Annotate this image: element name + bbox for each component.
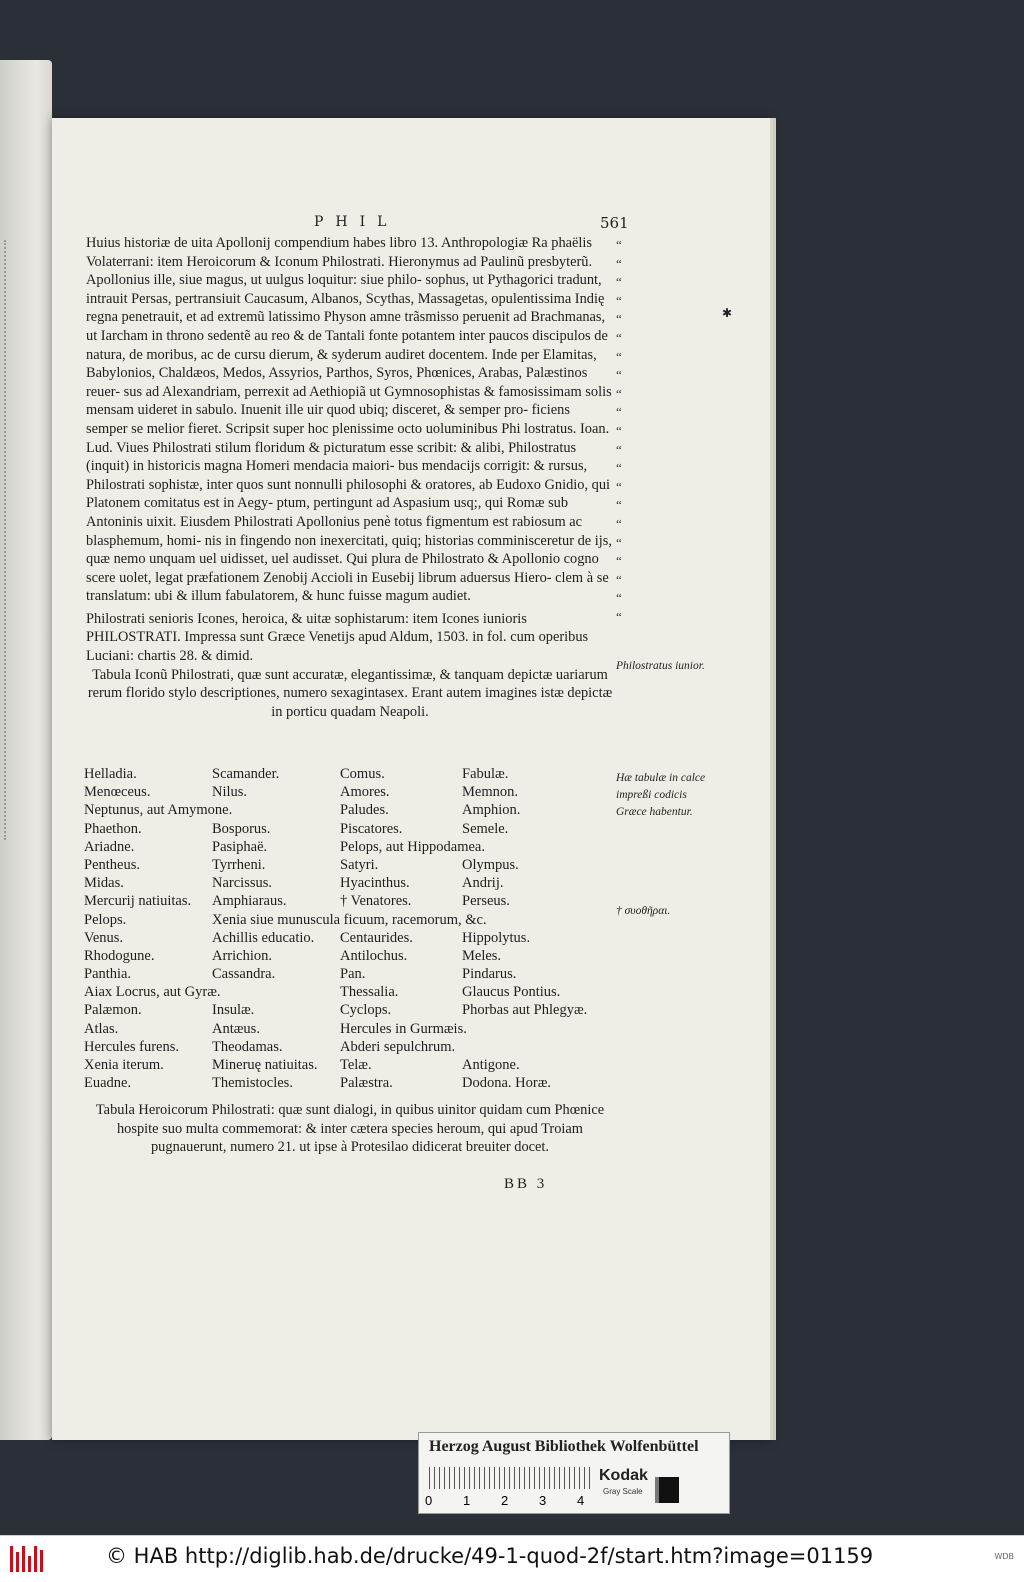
quote-mark: “: [616, 274, 622, 290]
quote-mark: “: [616, 515, 622, 531]
running-head: PHIL: [314, 214, 399, 230]
paragraph-editions: Philostrati senioris Icones, heroica, & uitæ sophistarum: item Icones iunioris PHILOSTRATI. Impressa sunt Græce Venetijs apud Aldum, 1503. in fol. cum operibus Luciani: chartis 28. & dimid.: [86, 610, 589, 665]
name-cell: Centaurides.: [340, 929, 413, 946]
quote-mark: “: [616, 367, 622, 383]
quote-mark: “: [616, 478, 622, 494]
facing-page-edge: [0, 60, 52, 1440]
quote-mark: “: [616, 329, 622, 345]
name-cell: Meles.: [462, 947, 502, 964]
name-cell: Amores.: [340, 784, 390, 801]
ruler-tick: 1: [463, 1493, 471, 1508]
gray-scale-label: Gray Scale: [603, 1487, 643, 1496]
name-cell: Perseus.: [462, 893, 510, 910]
gray-chip: [655, 1477, 679, 1503]
name-cell: Achillis educatio.: [212, 929, 315, 946]
name-cell: Xenia siue munuscula ficuum, racemorum, &c.: [212, 911, 487, 928]
name-cell: Abderi sepulchrum.: [340, 1038, 456, 1055]
name-row: [84, 1075, 612, 1093]
name-cell: Satyri.: [340, 856, 379, 873]
quote-mark: “: [616, 404, 622, 420]
name-cell: Arrichion.: [212, 947, 272, 964]
name-cell: Mercurij natiuitas.: [84, 893, 192, 910]
name-row: [84, 966, 612, 984]
name-cell: Venus.: [84, 929, 124, 946]
quote-mark: “: [616, 571, 622, 587]
ruler-tick: 3: [539, 1493, 547, 1508]
name-cell: Mineruę natiuitas.: [212, 1057, 318, 1073]
name-cell: Hercules furens.: [84, 1038, 180, 1055]
facing-page-margin-marks: [4, 240, 36, 840]
side-note-greek: † συοθῆραι.: [616, 905, 671, 917]
name-cell: Phorbas aut Phlegyæ.: [462, 1002, 588, 1019]
name-row: [84, 912, 612, 930]
footer-mark: WDB: [994, 1552, 1014, 1561]
name-cell: Thessalia.: [340, 984, 399, 1001]
tabula-heroicorum: Tabula Heroicorum Philostrati: quæ sunt dialogi, in quibus uinitor quidam cum Phœnice hospite suo multa commemorat: & inter cætera species heroum, qui apud Troiam pugnauerunt, numero 21. ut ipse à Protesilao didicerat breuiter docet.: [95, 1102, 605, 1156]
name-cell: Rhodogune.: [84, 947, 155, 964]
ruler-tick: 2: [501, 1493, 509, 1508]
name-cell: Piscatores.: [340, 820, 403, 837]
paragraph-apollonius: Huius historiæ de uita Apollonij compendium habes libro 13. Anthropologiæ Ra phaëlis Volaterrani: item Heroicorum & Iconum Philostrati. Hieronymus ad Paulinũ presbyterũ. Apollonius ille, siue magus, ut uulgus loquitur: siue philo- sophus, ut Pythagorici tradunt, intrauit Persas, pertransiuit Caucasum, Albanos, Scythas, Massagetas, opulentissima Indię regna penetrauit, et ad extremũ latissimo Physon amne trãsmisso peruenit ad Brachmanas, ut Iarcham in throno sedentẽ au reo & de Tantali fonte potantem inter paucos discipulos de natura, de moribus, ac de cursu dierum, & syderum audiret docentem. Inde per Elamitas, Babylonios, Chaldæos, Medos, Assyrios, Parthos, Syros, Phœnices, Arabas, Palæstinos reuer- sus ad Alexandriam, perrexit ad Aethiopiã ut Gymnosophistas & famosissimam solis mensam uideret in sabulo. Inuenit ille uir quod ubiq; disceret, & semper pro- ficiens semper se melior fieret. Scripsit super hoc plenissime octo uoluminibus Phi lostratus. Ioan. Lud. Viues Philostrati stilum floridum & picturatum esse scribit: & alibi, Philostratus (inquit) in historicis magna Homeri mendacia maiori- bus mendacijs corrigit: & rursus, Philostrati sophistæ, inter quos sunt nonnulli philosophi & oratores, ab Eudoxo Gnidio, qui Platonem comitatus est in Aegy- ptum, pertingunt ad Aspasium usq;, qui Romæ sub Antoninis uixit. Eiusdem Philostrati Apollonius penè totus figmentum est rabiosum ac blasphemum, homi- nis in fingendo non inexercitati, quiq; historias comminisceretur de ijs, quæ nemo unquam uel uidisset, uel audisset. Qui plura de Philostrato & Apollonio cogno scere uolet, legat præfationem Zenobij Accioli in Eusebij librum aduersus Hiero- clem à se translatum: ubi & illum fabulatorem, & hunc fuisse magum audiet.: [86, 235, 612, 605]
name-row: [84, 784, 612, 802]
name-cell: Palæstra.: [340, 1075, 393, 1092]
name-cell: Ariadne.: [84, 838, 135, 855]
source-url[interactable]: © HAB http://diglib.hab.de/drucke/49-1-quod-2f/start.htm?image=01159: [106, 1544, 874, 1568]
name-row: [84, 839, 612, 857]
name-cell: Comus.: [340, 766, 385, 782]
ink-spot-icon: ✱: [722, 306, 733, 320]
name-cell: Narcissus.: [212, 875, 273, 892]
name-cell: Hippolytus.: [462, 929, 531, 946]
quote-mark: “: [616, 237, 622, 252]
name-cell: Pelops, aut Hippodamea.: [340, 838, 485, 855]
side-note-iunior: Philostratus iunior.: [616, 660, 705, 672]
name-cell: Antigone.: [462, 1057, 520, 1073]
quote-mark: “: [616, 608, 622, 624]
library-name: Herzog August Bibliothek Wolfenbüttel: [429, 1438, 699, 1455]
name-cell: Tyrrheni.: [212, 856, 266, 873]
name-cell: Atlas.: [84, 1020, 119, 1037]
quote-mark: “: [616, 590, 622, 606]
ruler: [429, 1467, 591, 1489]
name-cell: Pentheus.: [84, 856, 140, 873]
name-cell: Bosporus.: [212, 820, 271, 837]
name-row: [84, 875, 612, 893]
name-cell: Glaucus Pontius.: [462, 984, 561, 1001]
name-cell: Palæmon.: [84, 1002, 142, 1019]
name-cell: Amphion.: [462, 802, 521, 819]
name-row: [84, 1039, 612, 1057]
name-cell: Telæ.: [340, 1057, 372, 1073]
book-page: [52, 118, 770, 1440]
name-cell: Themistocles.: [212, 1075, 293, 1092]
name-cell: Helladia.: [84, 766, 137, 782]
name-row: [84, 984, 612, 1002]
quote-mark: “: [616, 441, 622, 457]
icon-names-table: [84, 766, 612, 1093]
quote-mark: “: [616, 534, 622, 550]
quote-mark: “: [616, 497, 622, 513]
quote-mark: “: [616, 292, 622, 308]
name-cell: Scamander.: [212, 766, 280, 782]
color-scale-card: [418, 1432, 730, 1514]
name-cell: Pindarus.: [462, 966, 517, 983]
name-cell: Semele.: [462, 820, 509, 837]
name-cell: Nilus.: [212, 784, 248, 801]
name-cell: Insulæ.: [212, 1002, 255, 1019]
name-cell: † Venatores.: [340, 893, 412, 910]
name-cell: Hercules in Gurmæis.: [340, 1020, 467, 1037]
kodak-logo: Kodak: [599, 1467, 648, 1484]
name-cell: Amphiaraus.: [212, 893, 287, 910]
name-cell: Euadne.: [84, 1075, 132, 1092]
name-row: [84, 1057, 612, 1075]
quote-mark: “: [616, 385, 622, 401]
name-cell: Pasiphaë.: [212, 838, 268, 855]
quote-mark: “: [616, 311, 622, 327]
name-cell: Panthia.: [84, 966, 132, 983]
quote-mark: “: [616, 255, 622, 271]
main-text: [86, 234, 614, 721]
name-cell: Xenia iterum.: [84, 1057, 164, 1073]
name-cell: Midas.: [84, 875, 124, 892]
name-cell: Memnon.: [462, 784, 518, 801]
name-cell: Andrij.: [462, 875, 504, 892]
name-cell: Paludes.: [340, 802, 389, 819]
name-row: [84, 948, 612, 966]
side-note-tabulae: Hæ tabulæ in calce impreßi codicis Græce habentur.: [616, 772, 706, 818]
name-row: [84, 930, 612, 948]
name-cell: Aiax Locrus, aut Gyræ.: [84, 984, 221, 1001]
name-cell: Dodona. Horæ.: [462, 1075, 552, 1092]
page-number: 561: [600, 214, 629, 232]
name-cell: Olympus.: [462, 856, 519, 873]
name-row: [84, 821, 612, 839]
tabula-iconum: Tabula Iconũ Philostrati, quæ sunt accuratæ, elegantissimæ, & tanquam depictæ uariarum rerum florido stylo descriptiones, numero sexagintasex. Erant autem imagines istæ depictæ in porticu quadam Neapoli.: [87, 666, 613, 720]
name-row: [84, 1021, 612, 1039]
quote-mark: “: [616, 460, 622, 476]
name-row: [84, 1002, 612, 1020]
name-row: [84, 857, 612, 875]
name-cell: Theodamas.: [212, 1038, 283, 1055]
ruler-tick: 0: [425, 1493, 433, 1508]
name-row: [84, 766, 612, 784]
hab-logo-icon: [10, 1546, 46, 1572]
quote-mark: “: [616, 348, 622, 364]
name-cell: Antilochus.: [340, 947, 408, 964]
name-cell: Antæus.: [212, 1020, 260, 1037]
ruler-tick: 4: [577, 1493, 585, 1508]
name-cell: Pelops.: [84, 911, 127, 928]
name-cell: Cyclops.: [340, 1002, 392, 1019]
quote-mark: “: [616, 422, 622, 438]
name-cell: Cassandra.: [212, 966, 276, 983]
name-row: [84, 893, 612, 911]
name-cell: Neptunus, aut Amymone.: [84, 802, 233, 819]
quote-marks-column: [616, 236, 630, 626]
name-cell: Hyacinthus.: [340, 875, 410, 892]
signature-mark: BB 3: [504, 1176, 548, 1192]
name-cell: Menœceus.: [84, 784, 151, 801]
name-cell: Fabulæ.: [462, 766, 509, 782]
footer-bar: [0, 1535, 1024, 1582]
name-cell: Pan.: [340, 966, 366, 983]
name-row: [84, 802, 612, 820]
name-cell: Phaethon.: [84, 820, 142, 837]
quote-mark: “: [616, 553, 622, 569]
